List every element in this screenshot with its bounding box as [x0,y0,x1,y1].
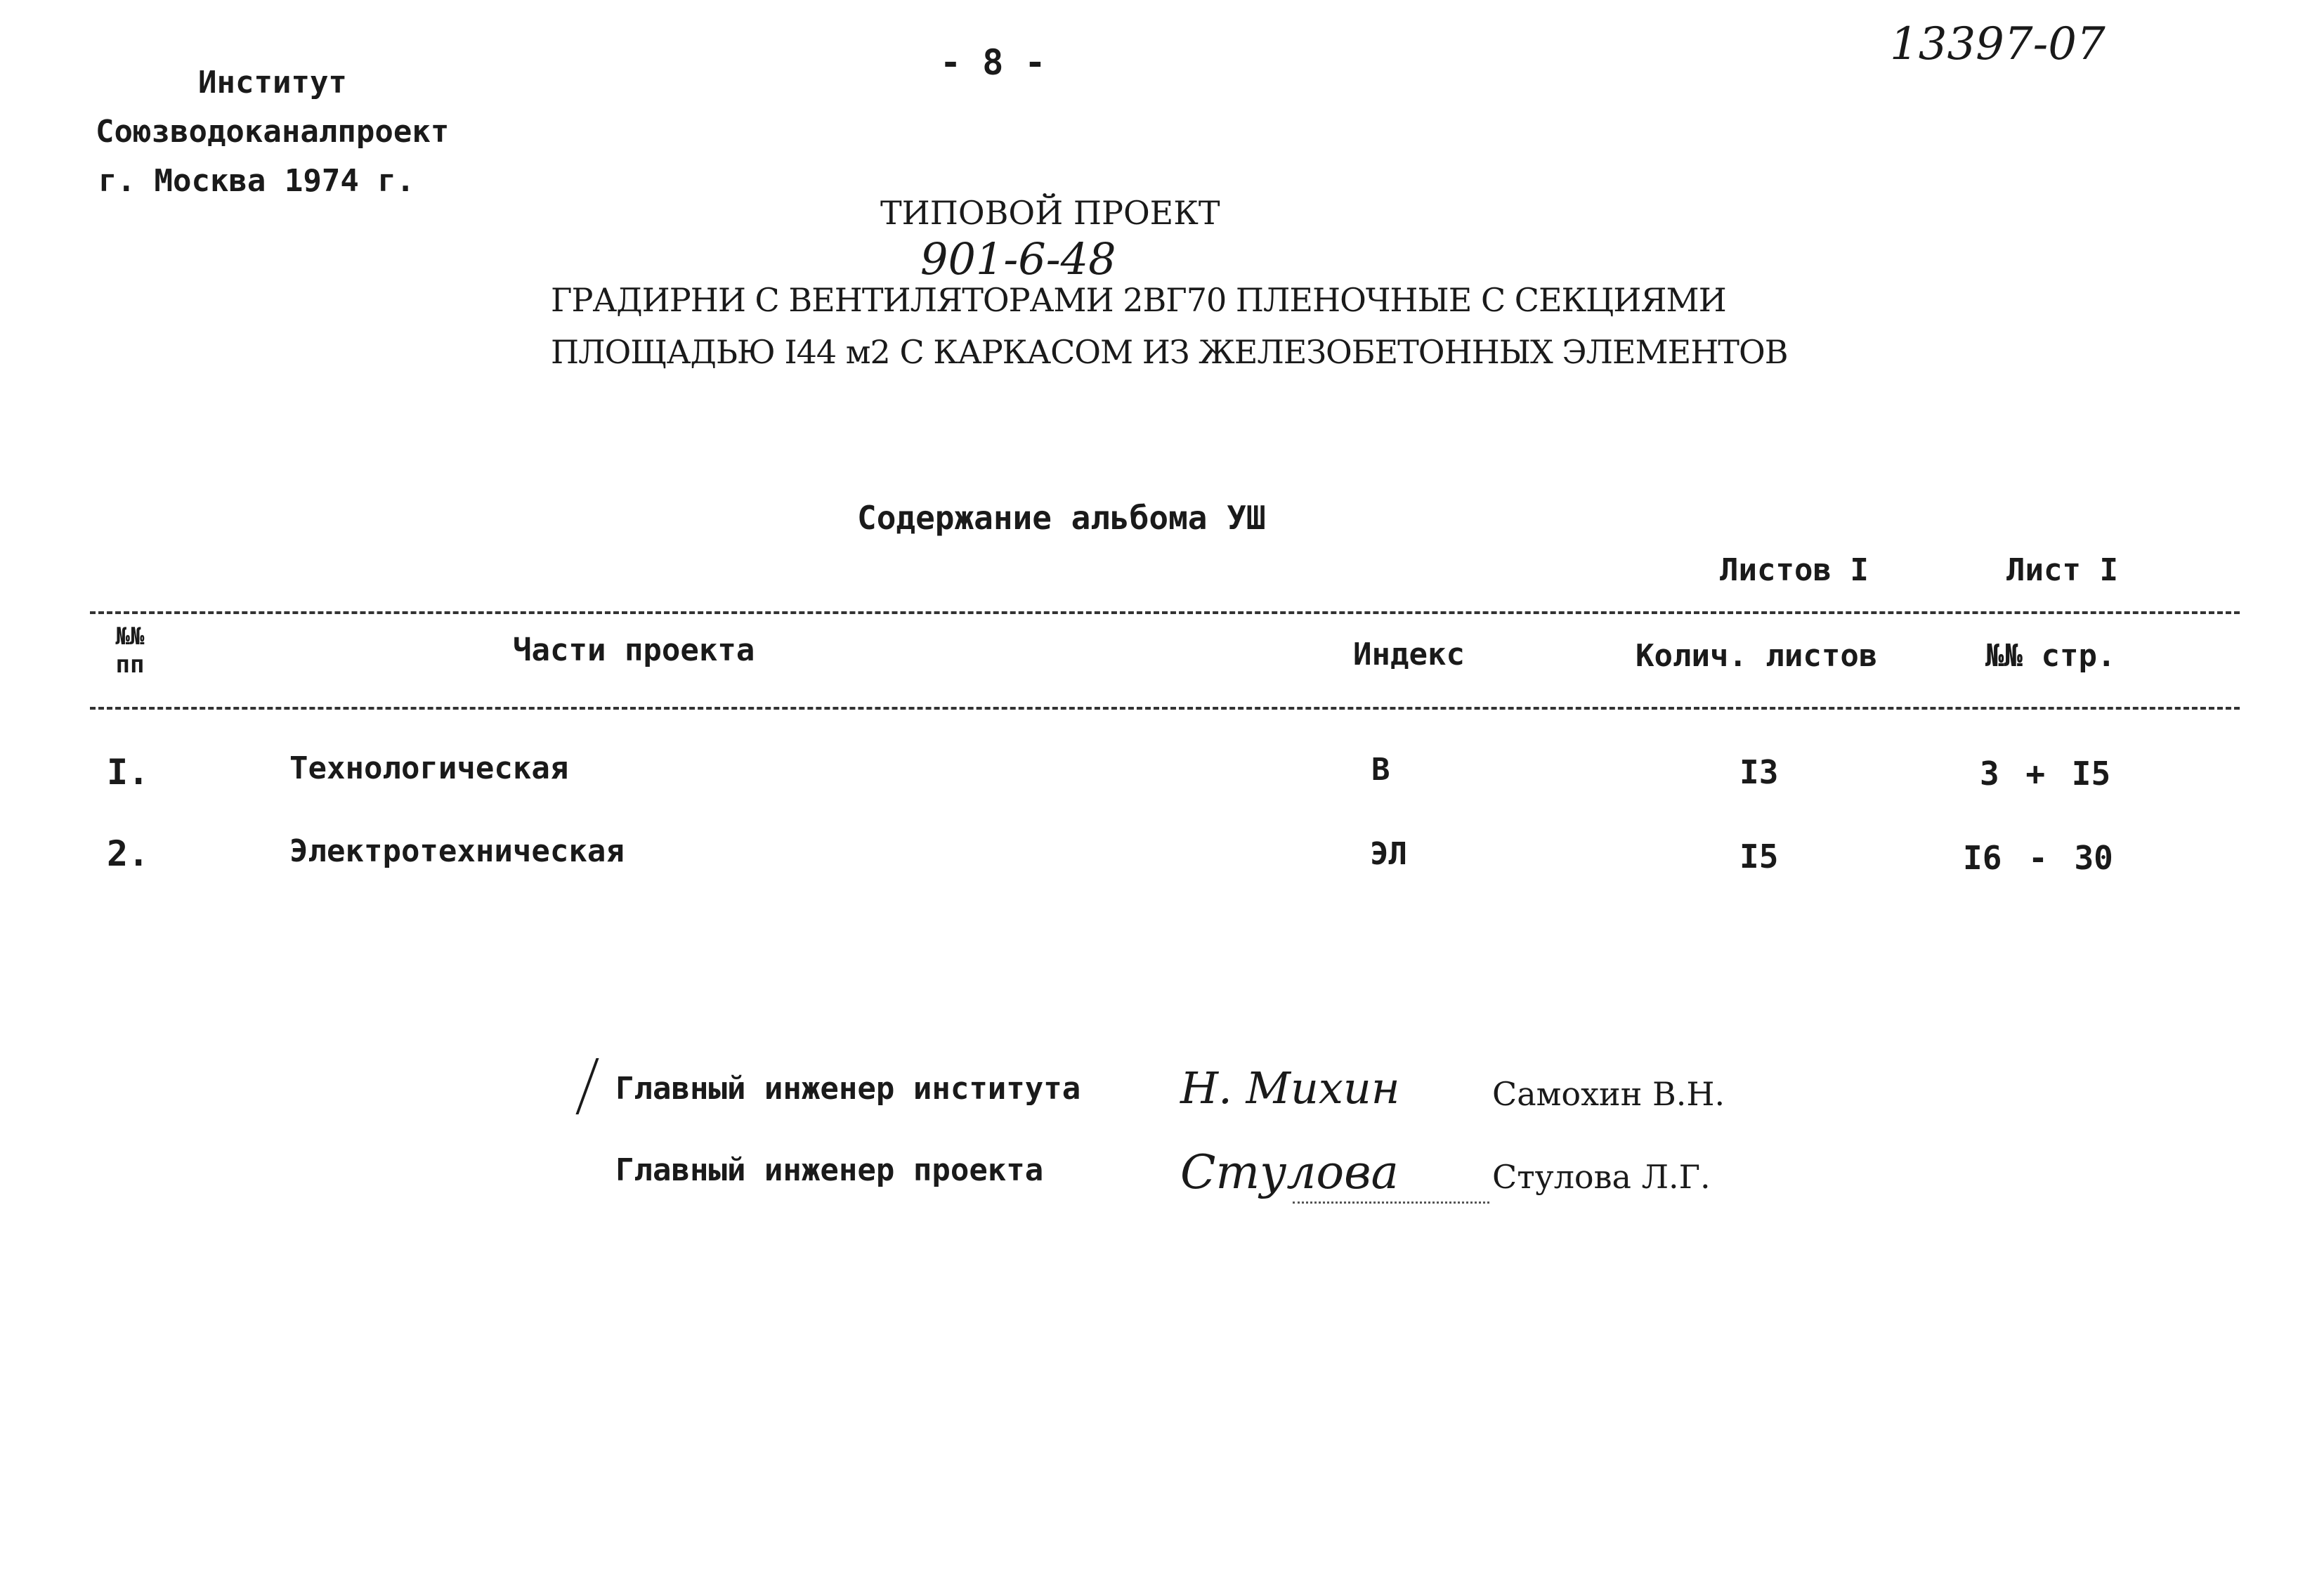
signatory-role: Главный инженер проекта [615,1152,1044,1188]
title-line-1: ГРАДИРНИ С ВЕНТИЛЯТОРАМИ 2ВГ70 ПЛЕНОЧНЫЕ С СЕКЦИЯМИ [551,281,1726,319]
archive-number: 13397-07 [1890,18,2106,70]
institute-name: Союзводоканалпроект [96,114,450,150]
handwritten-signature: Стулова [1180,1145,1399,1199]
row-pages: I6 - 30 [1963,839,2113,877]
signature-slash [575,1058,599,1114]
signatory-role: Главный инженер института [615,1071,1081,1107]
institute-city-year: г. Москва 1974 г. [98,163,415,199]
sheets-total: Листов I [1720,552,1869,588]
row-index: ЭЛ [1370,836,1407,872]
contents-heading: Содержание альбома УШ [857,499,1266,537]
row-number: 2. [107,833,150,874]
signatory-name: Стулова Л.Г. [1492,1158,1711,1196]
project-code: 901-6-48 [920,233,1116,285]
project-type: ТИПОВОЙ ПРОЕКТ [880,194,1220,232]
signatory-name: Самохин В.Н. [1492,1075,1725,1113]
signature-underline [1293,1201,1489,1204]
title-line-2: ПЛОЩАДЬЮ I44 м2 С КАРКАСОМ ИЗ ЖЕЛЕЗОБЕТОННЫХ ЭЛЕМЕНТОВ [551,333,1788,371]
row-part: Технологическая [289,750,569,786]
row-number: I. [107,752,150,793]
col-header-index: Индекс [1353,637,1465,672]
col-header-number [105,623,155,679]
handwritten-signature: Н. Михин [1180,1062,1400,1114]
col-header-count: Колич. листов [1636,638,1878,674]
row-pages: 3 + I5 [1980,755,2111,793]
row-count: I3 [1739,753,1779,791]
institute-label: Институт [198,65,347,100]
row-count: I5 [1739,838,1779,875]
sheet-current: Лист I [2006,552,2118,588]
col-header-pages: №№ стр. [1985,638,2116,674]
col-header-part: Части проекта [513,632,755,668]
row-index: В [1371,752,1390,788]
table-header-rule [90,707,2240,710]
table-top-rule [90,611,2240,614]
page-number: - 8 - [940,42,1046,83]
col-header-number-label: №№ пп [115,623,145,679]
row-part: Электротехническая [289,833,625,869]
